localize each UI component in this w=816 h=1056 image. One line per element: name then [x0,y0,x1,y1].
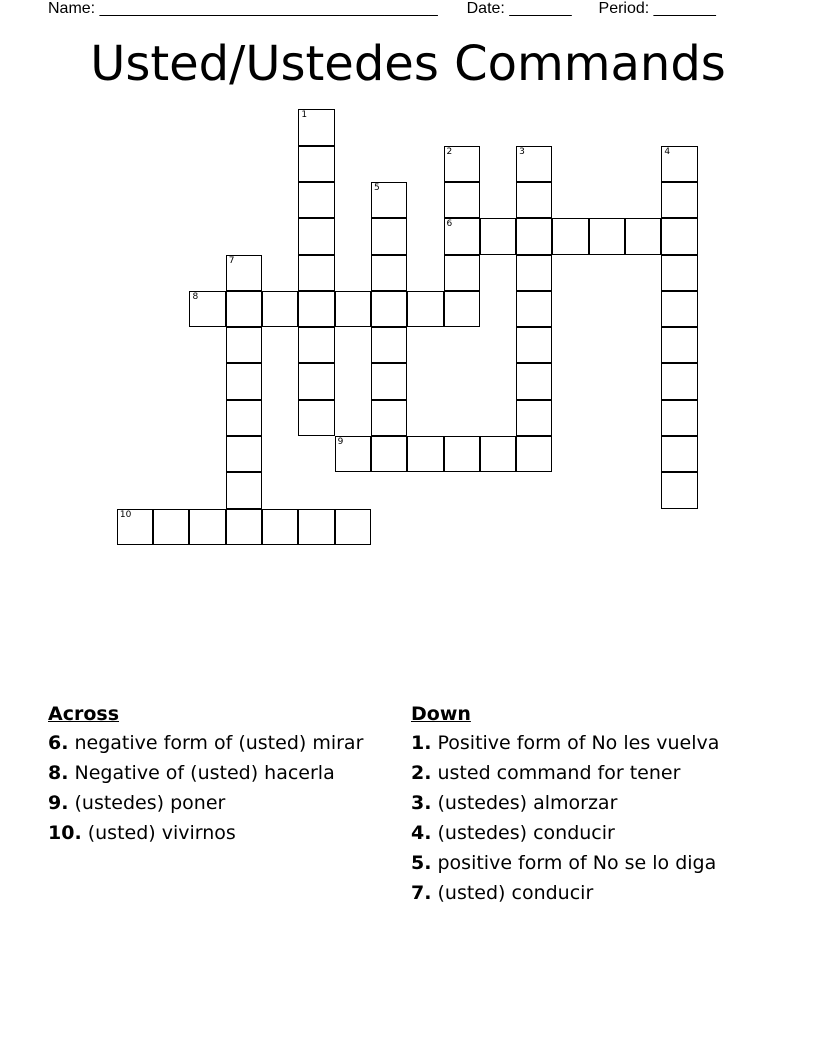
clue-item-text: usted command for tener [431,762,681,784]
clue-number: 1 [301,110,308,121]
crossword-cell[interactable] [226,327,262,363]
clue-item [411,882,741,904]
across-clue-list [48,732,388,844]
clue-number: 9 [337,437,344,448]
crossword-cell[interactable] [444,218,480,254]
clue-item-text: positive form of No se lo diga [431,852,717,874]
crossword-cell[interactable] [444,291,480,327]
clue-item-number: 9. [48,792,69,814]
crossword-cell[interactable] [226,472,262,508]
clue-item [48,792,388,814]
crossword-cell[interactable] [661,291,697,327]
crossword-cell[interactable] [298,400,334,436]
clue-item [411,762,741,784]
period-field-label: Period: _______ [598,0,716,17]
crossword-cell[interactable] [226,509,262,545]
clue-item-number: 6. [48,732,69,754]
across-heading: Across [48,703,120,725]
clue-item [411,852,741,874]
clue-item-number: 1. [411,732,432,754]
crossword-cell[interactable] [480,436,516,472]
crossword-cell[interactable] [407,436,443,472]
crossword-cell[interactable] [589,218,625,254]
clue-number: 5 [373,182,380,193]
crossword-cell[interactable] [552,218,588,254]
crossword-cell[interactable] [661,436,697,472]
crossword-cell[interactable] [262,509,298,545]
crossword-cell[interactable] [298,218,334,254]
crossword-cell[interactable] [625,218,661,254]
crossword-cell[interactable] [516,400,552,436]
clue-item-text: (ustedes) almorzar [431,792,618,814]
clue-number: 8 [192,291,199,302]
crossword-cell[interactable] [226,436,262,472]
crossword-cell[interactable] [516,146,552,182]
crossword-cell[interactable] [298,291,334,327]
clue-item-text: (usted) vivirnos [81,822,236,844]
clue-item [411,792,741,814]
crossword-cell[interactable] [153,509,189,545]
crossword-cell[interactable] [371,327,407,363]
page-title: Usted/Ustedes Commands [90,36,726,92]
down-heading: Down [411,703,471,725]
crossword-cell[interactable] [516,327,552,363]
crossword-cell[interactable] [298,182,334,218]
crossword-cell[interactable] [298,109,334,145]
clue-item [411,732,741,754]
clue-item [48,762,388,784]
name-field-label: Name: ______________________________________ [48,0,438,17]
clue-number: 6 [446,219,453,230]
crossword-cell[interactable] [226,400,262,436]
crossword-cell[interactable] [516,363,552,399]
crossword-cell[interactable] [298,363,334,399]
header-fields [48,0,716,18]
down-clue-list [411,732,741,904]
crossword-cell[interactable] [407,291,443,327]
crossword-cell[interactable] [262,291,298,327]
crossword-cell[interactable] [226,291,262,327]
crossword-cell[interactable] [516,291,552,327]
crossword-cell[interactable] [480,218,516,254]
crossword-cell[interactable] [335,291,371,327]
crossword-cell[interactable] [661,327,697,363]
crossword-cell[interactable] [661,146,697,182]
crossword-cell[interactable] [298,255,334,291]
clue-item [48,732,388,754]
crossword-cell[interactable] [117,509,153,545]
crossword-cell[interactable] [335,509,371,545]
crossword-cell[interactable] [298,509,334,545]
crossword-cell[interactable] [516,182,552,218]
crossword-cell[interactable] [371,436,407,472]
clue-item-number: 2. [411,762,432,784]
crossword-cell[interactable] [189,509,225,545]
clue-number: 10 [119,509,132,520]
clue-item-number: 7. [411,882,432,904]
clue-number: 4 [664,146,671,157]
clue-item [48,822,388,844]
crossword-cell[interactable] [371,255,407,291]
crossword-cell[interactable] [226,363,262,399]
clue-item [411,822,741,844]
crossword-cell[interactable] [298,327,334,363]
crossword-cell[interactable] [516,436,552,472]
clue-item-number: 8. [48,762,69,784]
clue-number: 3 [519,146,525,157]
crossword-cell[interactable] [371,363,407,399]
clue-item-text: Negative of (usted) hacerla [68,762,335,784]
crossword-cell[interactable] [444,255,480,291]
clue-item-number: 3. [411,792,432,814]
crossword-cell[interactable] [661,218,697,254]
crossword-cell[interactable] [371,291,407,327]
across-clues [48,702,388,852]
crossword-cell[interactable] [371,400,407,436]
crossword-cell[interactable] [444,436,480,472]
clue-number: 7 [228,255,235,266]
crossword-cell[interactable] [371,218,407,254]
clue-item-text: (ustedes) poner [68,792,226,814]
down-clues [411,702,741,912]
crossword-cell[interactable] [661,182,697,218]
crossword-cell[interactable] [661,472,697,508]
clue-item-number: 5. [411,852,432,874]
crossword-cell[interactable] [226,255,262,291]
clue-item-number: 4. [411,822,432,844]
clue-item-text: negative form of (usted) mirar [68,732,364,754]
clue-number: 2 [446,146,453,157]
crossword-cell[interactable] [298,146,334,182]
crossword-cell[interactable] [335,436,371,472]
crossword-cell[interactable] [661,255,697,291]
clue-item-text: (ustedes) conducir [431,822,615,844]
crossword-cell[interactable] [516,218,552,254]
crossword-cell[interactable] [661,363,697,399]
crossword-cell[interactable] [516,255,552,291]
crossword-cell[interactable] [444,182,480,218]
clue-item-text: (usted) conducir [431,882,594,904]
crossword-cell[interactable] [444,146,480,182]
crossword-cell[interactable] [371,182,407,218]
crossword-cell[interactable] [661,400,697,436]
clue-item-number: 10. [48,822,82,844]
clue-item-text: Positive form of No les vuelva [431,732,720,754]
date-field-label: Date: _______ [466,0,572,17]
crossword-cell[interactable] [189,291,225,327]
